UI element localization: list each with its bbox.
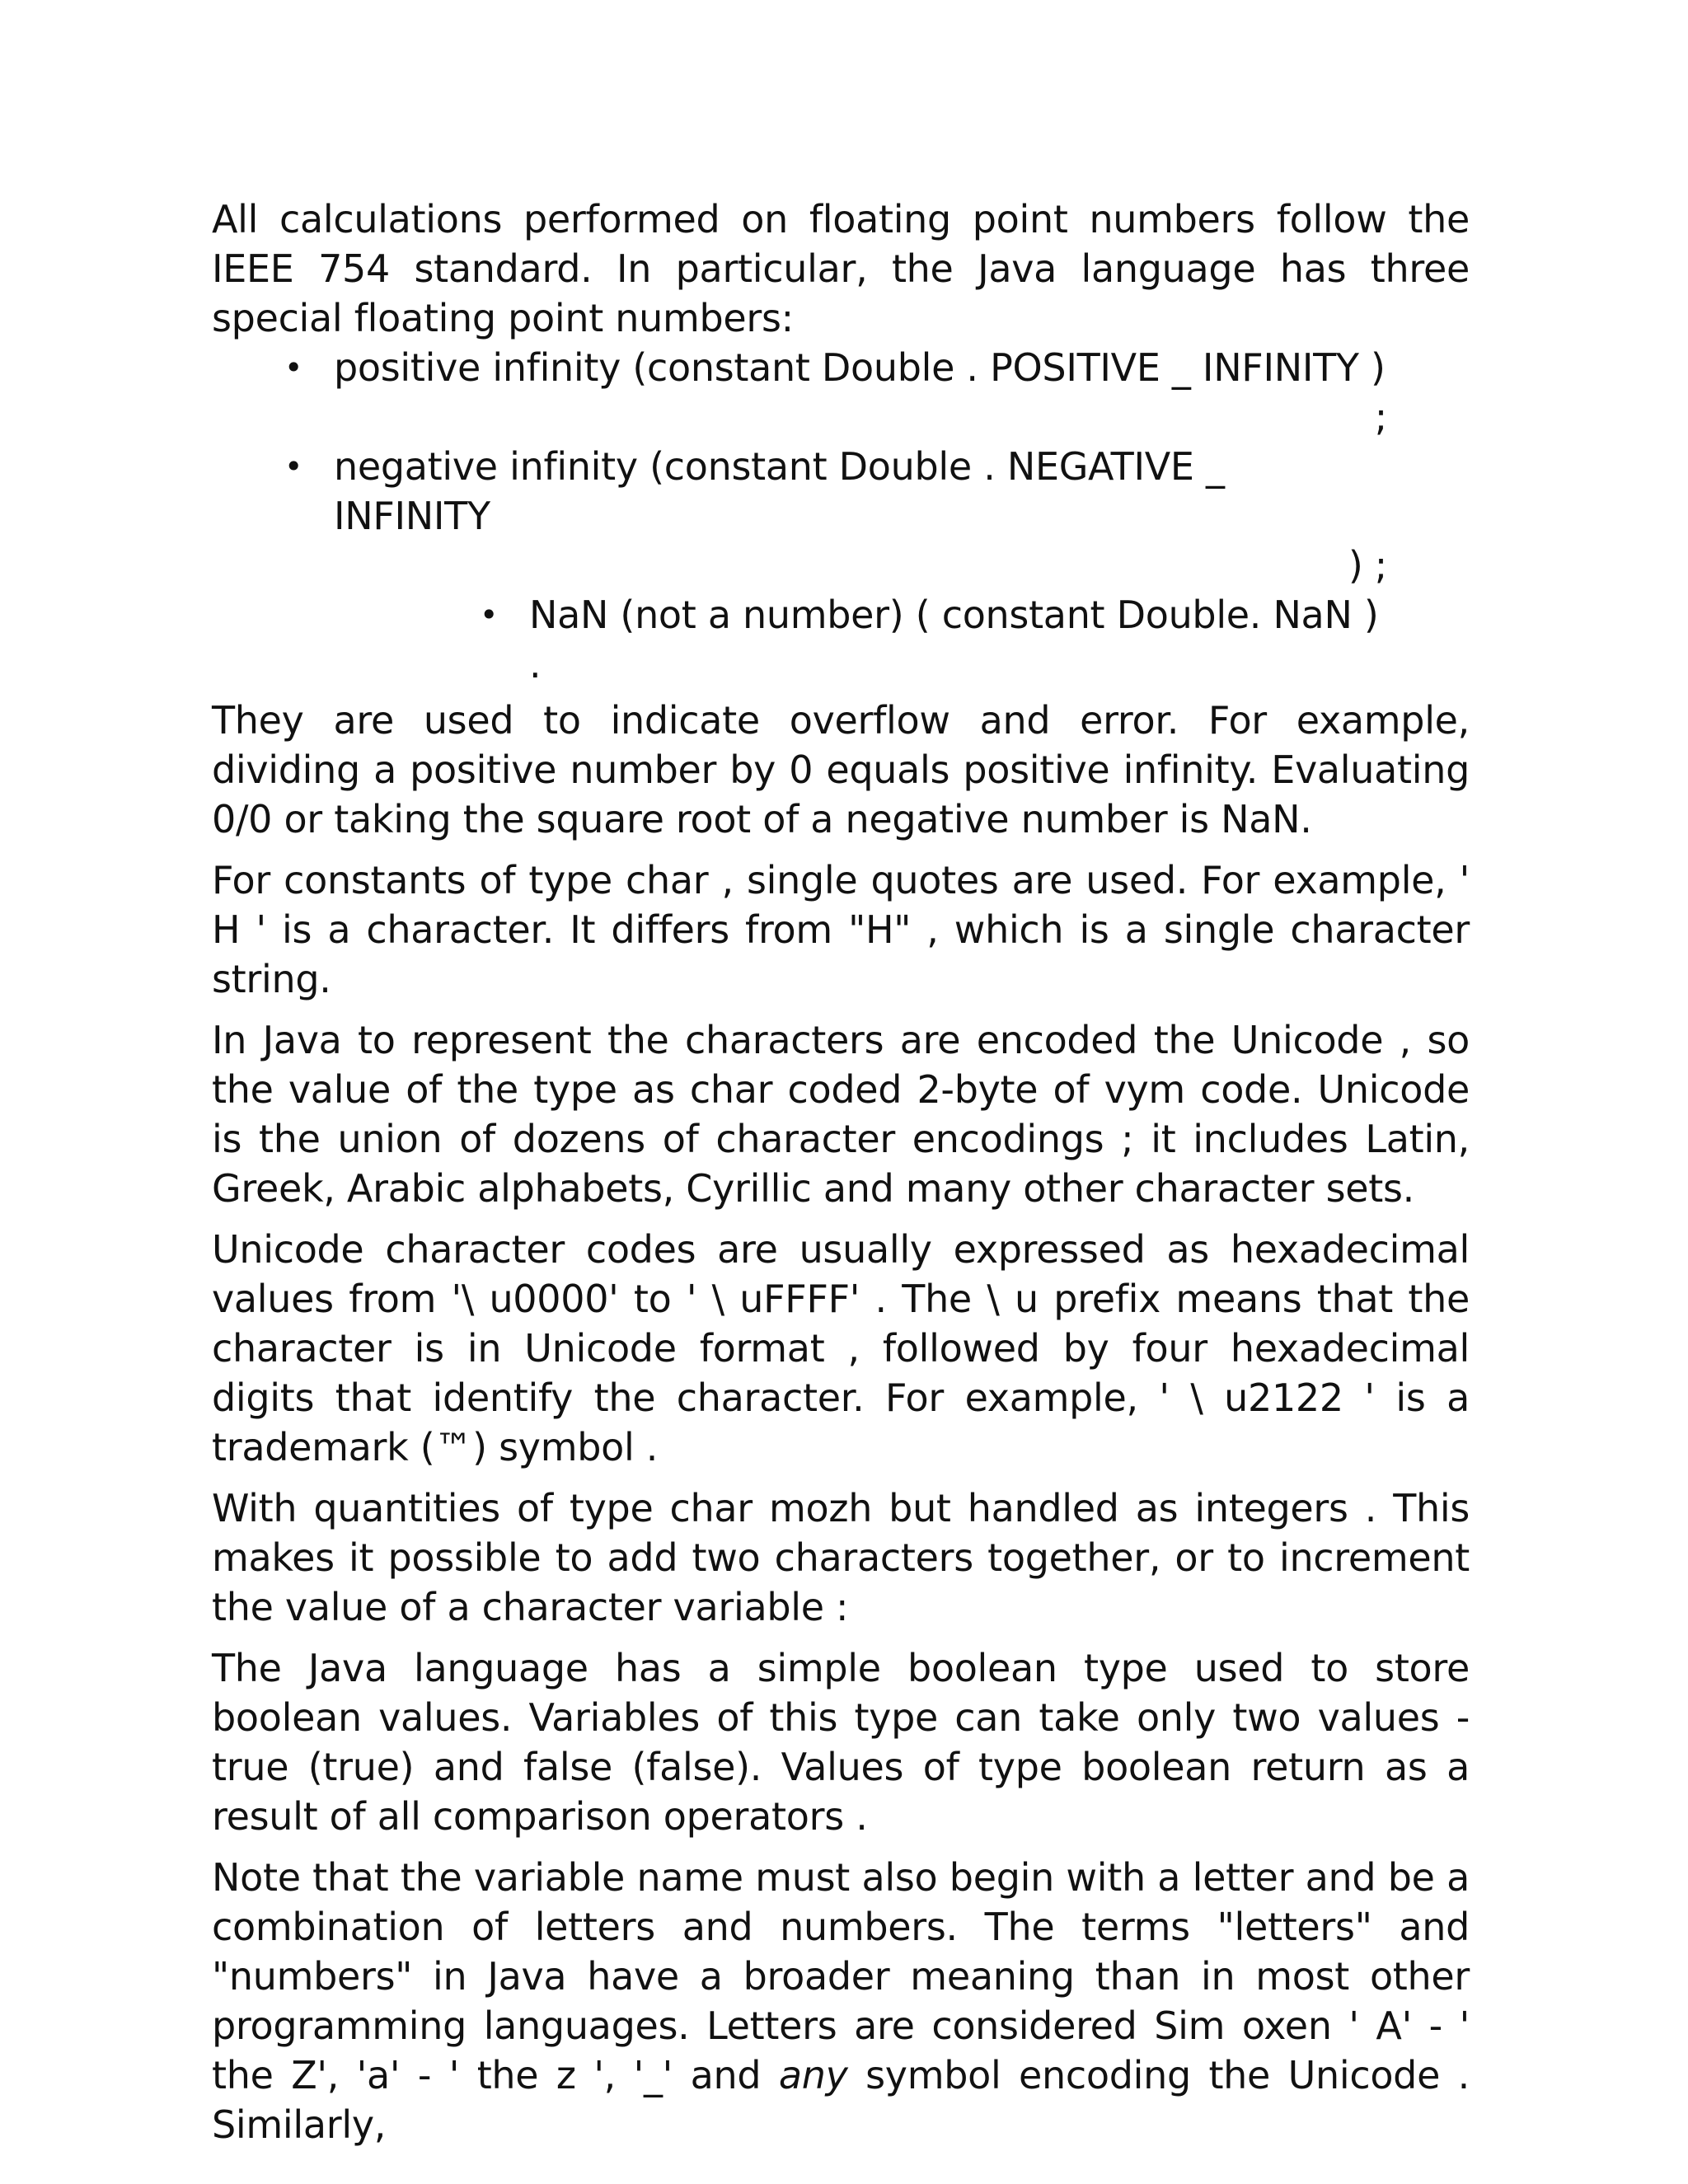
paragraph-text: symbol encoding the Unicode . Similarly, xyxy=(212,2053,1470,2147)
list-item-positive-infinity xyxy=(212,343,1387,442)
paragraph-char-integers: With quantities of type char mozh but handled as integers . This makes it possible to add two characters together, or to increment the value of a character variable : xyxy=(212,1486,1470,1629)
special-values-list xyxy=(212,343,1470,689)
paragraph-char-constants: For constants of type char , single quotes are used. For example, ' H ' is a character. It differs from "H" , which is a single character string. xyxy=(212,858,1470,1001)
list-item-tail: ) ; xyxy=(1348,543,1387,588)
bullet-icon: • xyxy=(480,597,499,633)
paragraph-boolean-type: The Java language has a simple boolean type used to store boolean values. Variables of this type can take only two values - true (true) and false (false). Values of type boolean return as a result of all comparison operators . xyxy=(212,1646,1470,1839)
list-item-text: NaN (not a number) ( constant Double. NaN ) . xyxy=(529,593,1379,687)
emphasis-text: any xyxy=(778,2053,848,2097)
paragraph-unicode-encoding: In Java to represent the characters are encoded the Unicode , so the value of the type as char coded 2-byte of vym code. Unicode is the union of dozens of character encodings ; it includes Latin, Greek, Arabic alphabets, Cyrillic and many other character sets. xyxy=(212,1018,1470,1211)
list-item-text: negative infinity (constant Double . NEGATIVE _ INFINITY xyxy=(334,444,1225,538)
document-body xyxy=(212,194,1470,2161)
list-item-negative-infinity xyxy=(212,442,1387,590)
paragraph-unicode-codes: Unicode character codes are usually expressed as hexadecimal values from '\ u0000' to ' \ uFFFF' . The \ u prefix means that the character is in Unicode format , followed by four hexadecimal digits that identify the character. For example, ' \ u2122 ' is a trademark (™) symbol . xyxy=(212,1227,1470,1469)
paragraph-ieee-754: All calculations performed on floating point numbers follow the IEEE 754 standard. In particular, the Java language has three special floating point numbers: xyxy=(212,197,1470,340)
list-item-text: positive infinity (constant Double . POSITIVE _ INFINITY ) xyxy=(334,345,1386,390)
paragraph-text: Note that the variable name must also begin with a letter and be a combination of letters and numbers. The terms "letters" and "numbers" in Java have a broader meaning than in most other programming languages. Letters are considered Sim oxen ' A' - ' the Z', 'a' - ' the z ', '_' and xyxy=(212,1855,1470,2097)
list-item-tail: ; xyxy=(1374,395,1387,439)
bullet-icon: • xyxy=(284,349,303,386)
bullet-icon: • xyxy=(284,448,303,485)
paragraph-variable-names xyxy=(212,1853,1470,2149)
list-item-nan xyxy=(212,590,1387,689)
paragraph-overflow: They are used to indicate overflow and error. For example, dividing a positive number by 0 equals positive infinity. Evaluating 0/0 or taking the square root of a negative number is NaN. xyxy=(212,698,1470,841)
